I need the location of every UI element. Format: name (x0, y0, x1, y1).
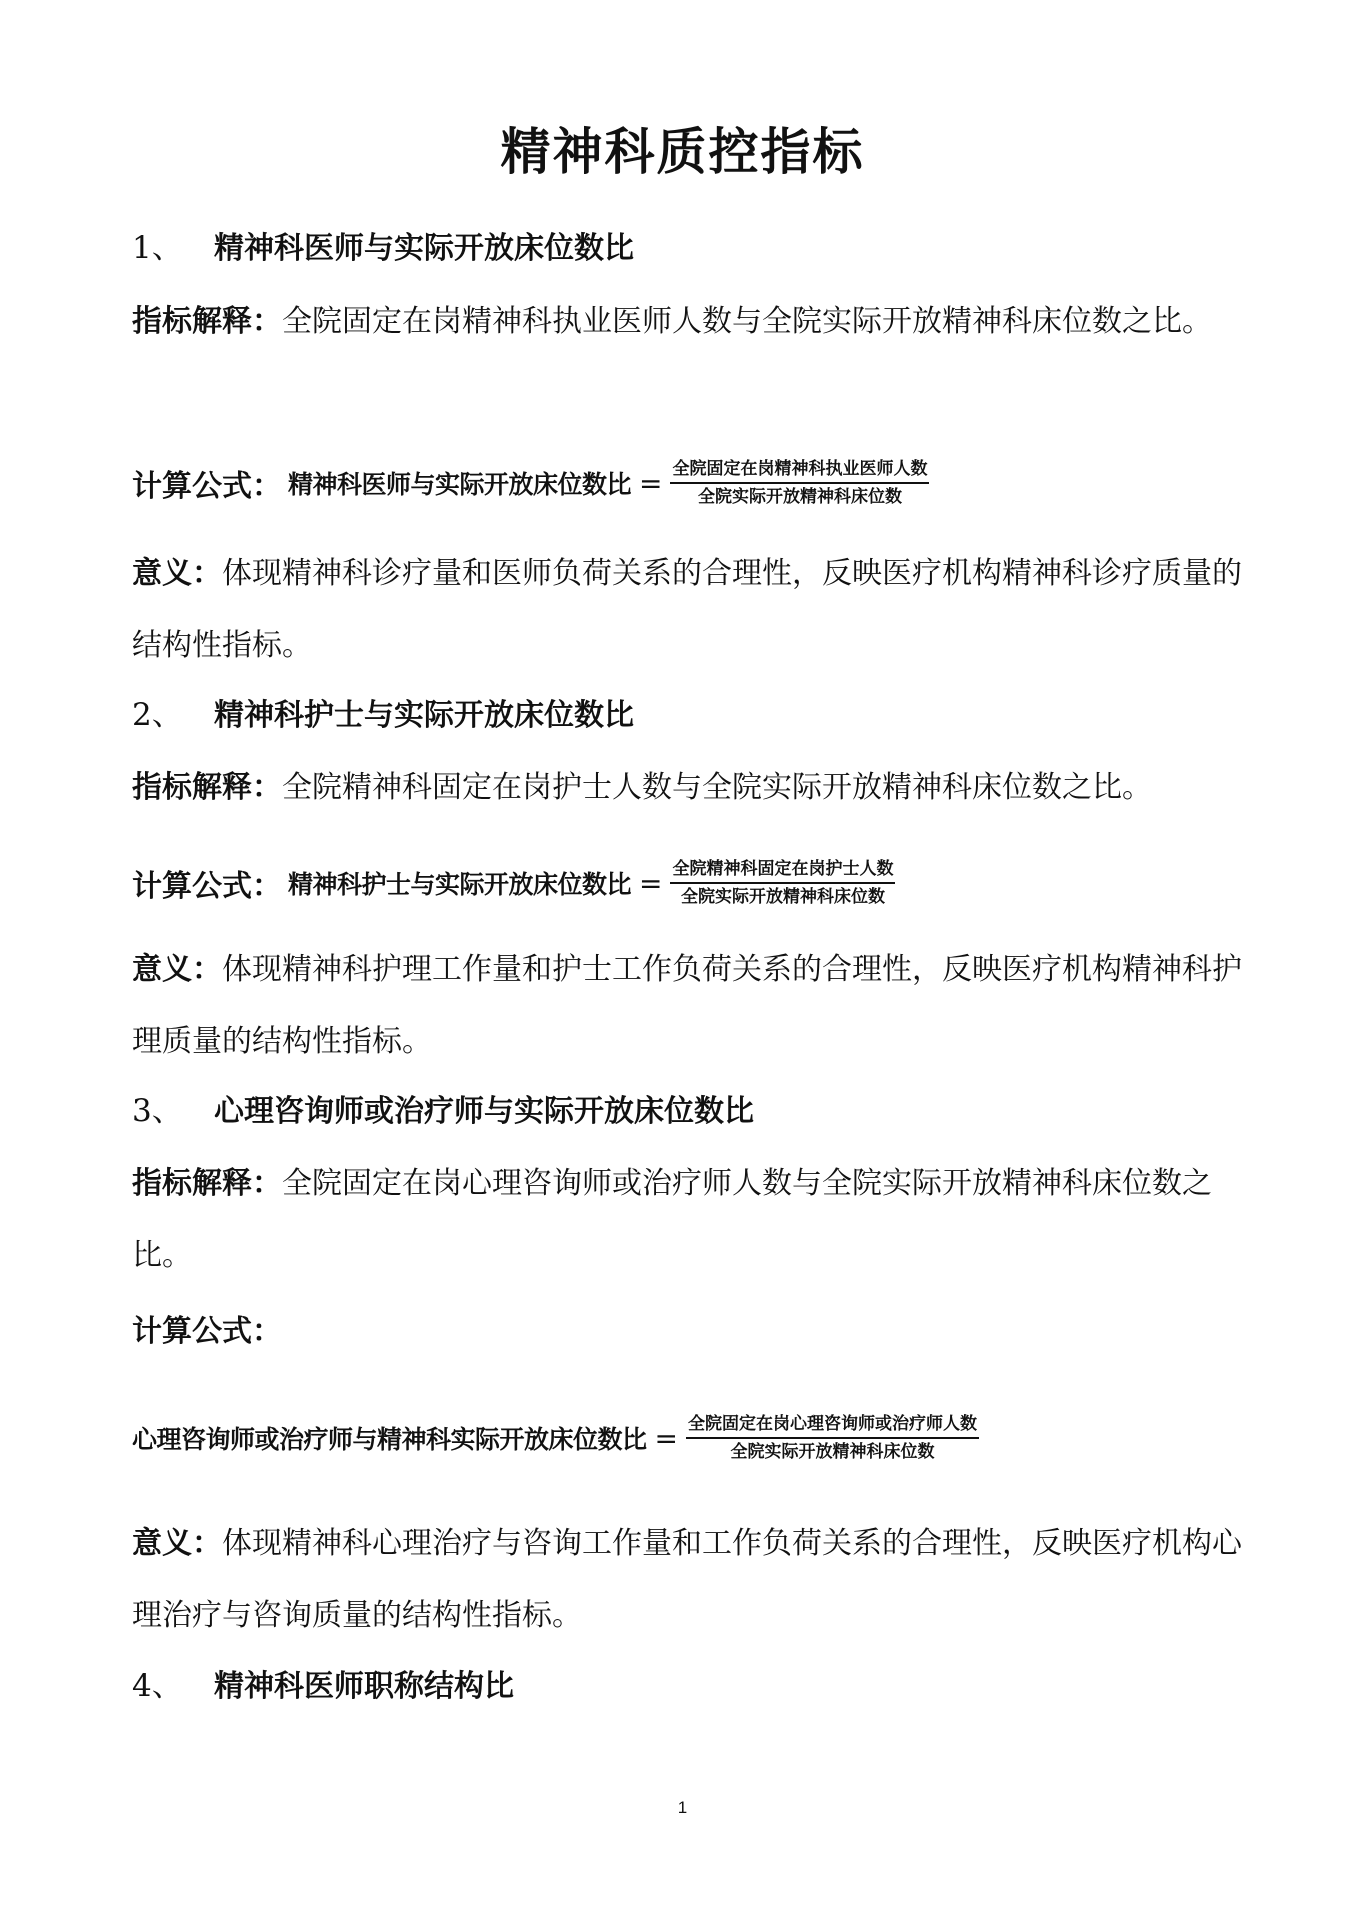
formula-denominator: 全院实际开放精神科床位数 (730, 1442, 935, 1462)
formula-lhs: 精神科医师与实际开放床位数比 (288, 470, 632, 499)
explanation-label: 指标解释： (132, 770, 282, 805)
formula-numerator: 全院固定在岗精神科执业医师人数 (672, 459, 928, 479)
section-3-heading (132, 1091, 754, 1132)
explanation-text: 全院固定在岗心理咨询师或治疗师人数与全院实际开放精神科床位数之比。 (132, 1166, 1212, 1273)
formula-fraction (670, 856, 895, 910)
page-title: 精神科质控指标 (500, 123, 865, 181)
section-4-heading (132, 1666, 514, 1707)
section-2-explanation (132, 752, 1242, 824)
section-3-meaning (132, 1508, 1242, 1652)
meaning-text: 体现精神科护理工作量和护士工作负荷关系的合理性，反映医疗机构精神科护理质量的结构性指标。 (132, 952, 1242, 1059)
meaning-label: 意义： (132, 952, 222, 987)
section-1-formula (132, 448, 929, 518)
section-2-number: 2、 (132, 697, 183, 733)
formula-equals: = (654, 1421, 678, 1455)
section-3-explanation (132, 1148, 1242, 1292)
section-3-formula (132, 1403, 979, 1473)
section-1-heading (132, 228, 634, 269)
meaning-text: 体现精神科诊疗量和医师负荷关系的合理性，反映医疗机构精神科诊疗质量的结构性指标。 (132, 556, 1242, 663)
section-4-title: 精神科医师职称结构比 (214, 1669, 514, 1704)
section-1-number: 1、 (132, 230, 183, 266)
page-number: 1 (677, 1798, 688, 1817)
meaning-label: 意义： (132, 1526, 222, 1561)
explanation-label: 指标解释： (132, 304, 282, 339)
explanation-text: 全院精神科固定在岗护士人数与全院实际开放精神科床位数之比。 (282, 770, 1152, 805)
section-1-explanation (132, 286, 1242, 358)
explanation-label: 指标解释： (132, 1166, 282, 1201)
formula-fraction (670, 456, 929, 510)
formula-lhs: 精神科护士与实际开放床位数比 (288, 870, 632, 899)
formula-numerator: 全院精神科固定在岗护士人数 (672, 859, 894, 879)
formula-numerator: 全院固定在岗心理咨询师或治疗师人数 (687, 1414, 977, 1434)
formula-fraction (686, 1411, 979, 1465)
section-4-number: 4、 (132, 1668, 183, 1704)
section-2-formula (132, 848, 895, 918)
formula-label: 计算公式： (132, 869, 282, 904)
formula-equals: = (639, 466, 663, 500)
meaning-text: 体现精神科心理治疗与咨询工作量和工作负荷关系的合理性，反映医疗机构心理治疗与咨询质量的结构性指标。 (132, 1526, 1242, 1633)
meaning-label: 意义： (132, 556, 222, 591)
section-1-meaning (132, 538, 1242, 682)
section-3-title: 心理咨询师或治疗师与实际开放床位数比 (214, 1094, 754, 1129)
formula-denominator: 全院实际开放精神科床位数 (697, 487, 902, 507)
formula-lhs: 心理咨询师或治疗师与精神科实际开放床位数比 (132, 1425, 647, 1454)
section-3-number: 3、 (132, 1093, 183, 1129)
formula-label: 计算公式： (132, 469, 282, 504)
section-2-meaning (132, 934, 1242, 1078)
formula-equals: = (639, 866, 663, 900)
section-2-heading (132, 695, 634, 736)
section-2-title: 精神科护士与实际开放床位数比 (214, 698, 634, 733)
explanation-text: 全院固定在岗精神科执业医师人数与全院实际开放精神科床位数之比。 (282, 304, 1212, 339)
formula-denominator: 全院实际开放精神科床位数 (680, 887, 885, 907)
section-3-formula-label-line (132, 1296, 1242, 1368)
section-1-title: 精神科医师与实际开放床位数比 (214, 231, 634, 266)
formula-label: 计算公式： (132, 1314, 282, 1349)
